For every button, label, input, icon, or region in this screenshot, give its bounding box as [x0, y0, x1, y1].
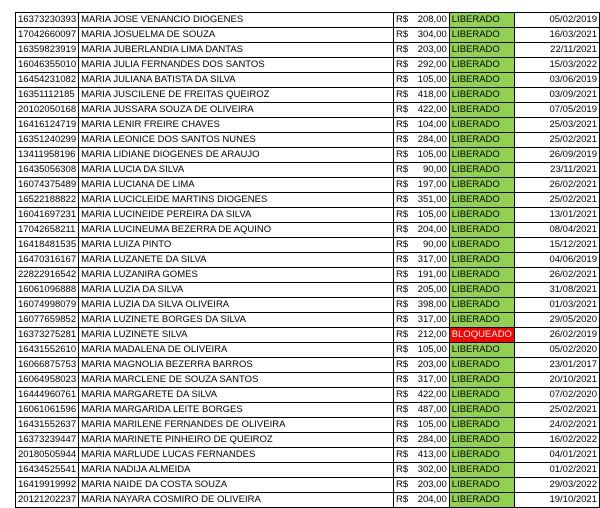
value-cell[interactable]: 317,00	[413, 253, 449, 268]
name-cell[interactable]: MARIA LUZIA DA SILVA OLIVEIRA	[79, 298, 394, 313]
value-cell[interactable]: 90,00	[413, 163, 449, 178]
currency-cell[interactable]: R$	[393, 268, 413, 283]
currency-cell[interactable]: R$	[393, 238, 413, 253]
id-cell[interactable]: 16416124719	[16, 118, 79, 133]
date-cell[interactable]: 26/02/2021	[514, 178, 599, 193]
value-cell[interactable]: 105,00	[413, 208, 449, 223]
table-row	[16, 493, 600, 508]
name-cell[interactable]: MARIA JUBERLANDIA LIMA DANTAS	[79, 43, 394, 58]
status-cell[interactable]: LIBERADO	[449, 118, 514, 133]
spreadsheet-table	[15, 12, 600, 508]
date-cell[interactable]: 20/10/2021	[514, 373, 599, 388]
name-cell[interactable]: MARIA LUCIANA DE LIMA	[79, 178, 394, 193]
value-cell[interactable]: 105,00	[413, 418, 449, 433]
id-cell[interactable]: 16431552637	[16, 418, 79, 433]
status-cell[interactable]: LIBERADO	[449, 478, 514, 493]
table-body	[16, 13, 600, 508]
date-cell[interactable]: 26/09/2019	[514, 148, 599, 163]
currency-cell[interactable]: R$	[393, 28, 413, 43]
table-row	[16, 148, 600, 163]
name-cell[interactable]: MARIA JUSCILENE DE FREITAS QUEIROZ	[79, 88, 394, 103]
value-cell[interactable]: 204,00	[413, 223, 449, 238]
date-cell[interactable]: 19/10/2021	[514, 493, 599, 508]
id-cell[interactable]: 22822916542	[16, 268, 79, 283]
date-cell[interactable]: 01/03/2021	[514, 298, 599, 313]
date-cell[interactable]: 26/02/2021	[514, 268, 599, 283]
currency-cell[interactable]: R$	[393, 343, 413, 358]
name-cell[interactable]: MARIA LUCICLEIDE MARTINS DIOGENES	[79, 193, 394, 208]
name-cell[interactable]: MARIA LUCINEIDE PEREIRA DA SILVA	[79, 208, 394, 223]
currency-cell[interactable]: R$	[393, 358, 413, 373]
date-cell[interactable]: 15/12/2021	[514, 238, 599, 253]
id-cell[interactable]: 16064958023	[16, 373, 79, 388]
status-cell[interactable]: BLOQUEADO	[449, 328, 514, 343]
currency-cell[interactable]: R$	[393, 388, 413, 403]
id-cell[interactable]: 16074998079	[16, 298, 79, 313]
status-cell[interactable]: LIBERADO	[449, 373, 514, 388]
table-row	[16, 388, 600, 403]
id-cell[interactable]: 13411958196	[16, 148, 79, 163]
date-cell[interactable]: 03/09/2021	[514, 88, 599, 103]
id-cell[interactable]: 16470316167	[16, 253, 79, 268]
table-row	[16, 208, 600, 223]
id-cell[interactable]: 16061096888	[16, 283, 79, 298]
currency-cell[interactable]: R$	[393, 478, 413, 493]
table-row	[16, 268, 600, 283]
status-cell[interactable]: LIBERADO	[449, 163, 514, 178]
name-cell[interactable]: MARIA MARCLENE DE SOUZA SANTOS	[79, 373, 394, 388]
date-cell[interactable]: 07/05/2019	[514, 103, 599, 118]
name-cell[interactable]: MARIA LUZINETE BORGES DA SILVA	[79, 313, 394, 328]
status-cell[interactable]: LIBERADO	[449, 343, 514, 358]
value-cell[interactable]: 418,00	[413, 88, 449, 103]
table-row	[16, 283, 600, 298]
table-row	[16, 223, 600, 238]
table-row	[16, 328, 600, 343]
status-cell[interactable]: LIBERADO	[449, 268, 514, 283]
table-row	[16, 43, 600, 58]
id-cell[interactable]: 16431552610	[16, 343, 79, 358]
date-cell[interactable]: 05/02/2020	[514, 343, 599, 358]
table-row	[16, 343, 600, 358]
currency-cell[interactable]: R$	[393, 148, 413, 163]
value-cell[interactable]: 292,00	[413, 58, 449, 73]
date-cell[interactable]: 31/08/2021	[514, 283, 599, 298]
value-cell[interactable]: 90,00	[413, 238, 449, 253]
table-row	[16, 463, 600, 478]
table-row	[16, 358, 600, 373]
id-cell[interactable]: 16077659852	[16, 313, 79, 328]
name-cell[interactable]: MARIA JULIA FERNANDES DOS SANTOS	[79, 58, 394, 73]
id-cell[interactable]: 16359823919	[16, 43, 79, 58]
id-cell[interactable]: 16434525541	[16, 463, 79, 478]
value-cell[interactable]: 284,00	[413, 133, 449, 148]
id-cell[interactable]: 16435056308	[16, 163, 79, 178]
name-cell[interactable]: MARIA LUCINEUMA BEZERRA DE AQUINO	[79, 223, 394, 238]
table-row	[16, 193, 600, 208]
date-cell[interactable]: 25/02/2021	[514, 193, 599, 208]
value-cell[interactable]: 105,00	[413, 343, 449, 358]
id-cell[interactable]: 16373275281	[16, 328, 79, 343]
status-cell[interactable]: LIBERADO	[449, 223, 514, 238]
value-cell[interactable]: 191,00	[413, 268, 449, 283]
id-cell[interactable]: 16373239447	[16, 433, 79, 448]
name-cell[interactable]: MARIA MARINETE PINHEIRO DE QUEIROZ	[79, 433, 394, 448]
currency-cell[interactable]: R$	[393, 208, 413, 223]
value-cell[interactable]: 203,00	[413, 478, 449, 493]
date-cell[interactable]: 26/02/2019	[514, 328, 599, 343]
name-cell[interactable]: MARIA LUZIA DA SILVA	[79, 283, 394, 298]
name-cell[interactable]: MARIA NAIDE DA COSTA SOUZA	[79, 478, 394, 493]
status-cell[interactable]: LIBERADO	[449, 418, 514, 433]
table-row	[16, 133, 600, 148]
value-cell[interactable]: 208,00	[413, 13, 449, 28]
id-cell[interactable]: 16046355010	[16, 58, 79, 73]
table-row	[16, 28, 600, 43]
id-cell[interactable]: 17042658211	[16, 223, 79, 238]
name-cell[interactable]: MARIA NADIJA ALMEIDA	[79, 463, 394, 478]
status-cell[interactable]: LIBERADO	[449, 403, 514, 418]
date-cell[interactable]: 04/01/2021	[514, 448, 599, 463]
table-row	[16, 118, 600, 133]
status-cell[interactable]: LIBERADO	[449, 73, 514, 88]
id-cell[interactable]: 16041697231	[16, 208, 79, 223]
status-cell[interactable]: LIBERADO	[449, 463, 514, 478]
name-cell[interactable]: MARIA LUZINETE SILVA	[79, 328, 394, 343]
value-cell[interactable]: 317,00	[413, 313, 449, 328]
currency-cell[interactable]: R$	[393, 283, 413, 298]
status-cell[interactable]: LIBERADO	[449, 493, 514, 508]
status-cell[interactable]: LIBERADO	[449, 43, 514, 58]
value-cell[interactable]: 203,00	[413, 43, 449, 58]
id-cell[interactable]: 16351240299	[16, 133, 79, 148]
currency-cell[interactable]: R$	[393, 103, 413, 118]
table-row	[16, 313, 600, 328]
date-cell[interactable]: 23/11/2021	[514, 163, 599, 178]
name-cell[interactable]: MARIA MARILENE FERNANDES DE OLIVEIRA	[79, 418, 394, 433]
id-cell[interactable]: 16454231082	[16, 73, 79, 88]
status-cell[interactable]: LIBERADO	[449, 178, 514, 193]
id-cell[interactable]: 16444960761	[16, 388, 79, 403]
status-cell[interactable]: LIBERADO	[449, 148, 514, 163]
value-cell[interactable]: 197,00	[413, 178, 449, 193]
table-row	[16, 13, 600, 28]
status-cell[interactable]: LIBERADO	[449, 103, 514, 118]
value-cell[interactable]: 302,00	[413, 463, 449, 478]
name-cell[interactable]: MARIA LUZANIRA GOMES	[79, 268, 394, 283]
currency-cell[interactable]: R$	[393, 463, 413, 478]
name-cell[interactable]: MARIA LUZANETE DA SILVA	[79, 253, 394, 268]
currency-cell[interactable]: R$	[393, 13, 413, 28]
table-row	[16, 178, 600, 193]
currency-cell[interactable]: R$	[393, 178, 413, 193]
name-cell[interactable]: MARIA LENIR FREIRE CHAVES	[79, 118, 394, 133]
currency-cell[interactable]: R$	[393, 118, 413, 133]
currency-cell[interactable]: R$	[393, 193, 413, 208]
status-cell[interactable]: LIBERADO	[449, 298, 514, 313]
name-cell[interactable]: MARIA NAYARA COSMIRO DE OLIVEIRA	[79, 493, 394, 508]
status-cell[interactable]: LIBERADO	[449, 358, 514, 373]
value-cell[interactable]: 422,00	[413, 103, 449, 118]
date-cell[interactable]: 08/04/2021	[514, 223, 599, 238]
id-cell[interactable]: 16373230393	[16, 13, 79, 28]
currency-cell[interactable]: R$	[393, 73, 413, 88]
table-row	[16, 103, 600, 118]
date-cell[interactable]: 29/05/2020	[514, 313, 599, 328]
currency-cell[interactable]: R$	[393, 43, 413, 58]
currency-cell[interactable]: R$	[393, 163, 413, 178]
status-cell[interactable]: LIBERADO	[449, 253, 514, 268]
name-cell[interactable]: MARIA JUSSARA SOUZA DE OLIVEIRA	[79, 103, 394, 118]
currency-cell[interactable]: R$	[393, 493, 413, 508]
currency-cell[interactable]: R$	[393, 328, 413, 343]
status-cell[interactable]: LIBERADO	[449, 208, 514, 223]
date-cell[interactable]: 25/03/2021	[514, 118, 599, 133]
date-cell[interactable]: 15/03/2022	[514, 58, 599, 73]
value-cell[interactable]: 317,00	[413, 373, 449, 388]
value-cell[interactable]: 205,00	[413, 283, 449, 298]
id-cell[interactable]: 20180505944	[16, 448, 79, 463]
id-cell[interactable]: 16061061596	[16, 403, 79, 418]
value-cell[interactable]: 105,00	[413, 148, 449, 163]
currency-cell[interactable]: R$	[393, 253, 413, 268]
currency-cell[interactable]: R$	[393, 403, 413, 418]
status-cell[interactable]: LIBERADO	[449, 238, 514, 253]
id-cell[interactable]: 16066875753	[16, 358, 79, 373]
currency-cell[interactable]: R$	[393, 58, 413, 73]
status-cell[interactable]: LIBERADO	[449, 433, 514, 448]
id-cell[interactable]: 16522188822	[16, 193, 79, 208]
value-cell[interactable]: 105,00	[413, 73, 449, 88]
currency-cell[interactable]: R$	[393, 373, 413, 388]
name-cell[interactable]: MARIA JOSUELMA DE SOUZA	[79, 28, 394, 43]
id-cell[interactable]: 20121202237	[16, 493, 79, 508]
id-cell[interactable]: 20102050168	[16, 103, 79, 118]
name-cell[interactable]: MARIA LUCIA DA SILVA	[79, 163, 394, 178]
name-cell[interactable]: MARIA MARGARETE DA SILVA	[79, 388, 394, 403]
status-cell[interactable]: LIBERADO	[449, 13, 514, 28]
status-cell[interactable]: LIBERADO	[449, 58, 514, 73]
value-cell[interactable]: 203,00	[413, 358, 449, 373]
value-cell[interactable]: 304,00	[413, 28, 449, 43]
table-row	[16, 403, 600, 418]
status-cell[interactable]: LIBERADO	[449, 448, 514, 463]
status-cell[interactable]: LIBERADO	[449, 313, 514, 328]
table-row	[16, 163, 600, 178]
currency-cell[interactable]: R$	[393, 433, 413, 448]
status-cell[interactable]: LIBERADO	[449, 133, 514, 148]
id-cell[interactable]: 16074375489	[16, 178, 79, 193]
currency-cell[interactable]: R$	[393, 298, 413, 313]
name-cell[interactable]: MARIA MAGNOLIA BEZERRA BARROS	[79, 358, 394, 373]
date-cell[interactable]: 29/03/2022	[514, 478, 599, 493]
status-cell[interactable]: LIBERADO	[449, 88, 514, 103]
name-cell[interactable]: MARIA LUIZA PINTO	[79, 238, 394, 253]
value-cell[interactable]: 398,00	[413, 298, 449, 313]
date-cell[interactable]: 23/01/2017	[514, 358, 599, 373]
value-cell[interactable]: 413,00	[413, 448, 449, 463]
name-cell[interactable]: MARIA LIDIANE DIOGENES DE ARAUJO	[79, 148, 394, 163]
date-cell[interactable]: 25/02/2021	[514, 133, 599, 148]
value-cell[interactable]: 351,00	[413, 193, 449, 208]
currency-cell[interactable]: R$	[393, 88, 413, 103]
value-cell[interactable]: 212,00	[413, 328, 449, 343]
id-cell[interactable]: 17042660097	[16, 28, 79, 43]
table-row	[16, 253, 600, 268]
name-cell[interactable]: MARIA MADALENA DE OLIVEIRA	[79, 343, 394, 358]
status-cell[interactable]: LIBERADO	[449, 388, 514, 403]
value-cell[interactable]: 284,00	[413, 433, 449, 448]
id-cell[interactable]: 16418481535	[16, 238, 79, 253]
date-cell[interactable]: 16/03/2021	[514, 28, 599, 43]
table-row	[16, 433, 600, 448]
date-cell[interactable]: 04/06/2019	[514, 253, 599, 268]
value-cell[interactable]: 487,00	[413, 403, 449, 418]
date-cell[interactable]: 03/06/2019	[514, 73, 599, 88]
table-row	[16, 373, 600, 388]
currency-cell[interactable]: R$	[393, 418, 413, 433]
status-cell[interactable]: LIBERADO	[449, 28, 514, 43]
currency-cell[interactable]: R$	[393, 223, 413, 238]
date-cell[interactable]: 22/11/2021	[514, 43, 599, 58]
name-cell[interactable]: MARIA JULIANA BATISTA DA SILVA	[79, 73, 394, 88]
date-cell[interactable]: 16/02/2022	[514, 433, 599, 448]
status-cell[interactable]: LIBERADO	[449, 283, 514, 298]
value-cell[interactable]: 204,00	[413, 493, 449, 508]
date-cell[interactable]: 13/01/2021	[514, 208, 599, 223]
date-cell[interactable]: 01/02/2021	[514, 463, 599, 478]
value-cell[interactable]: 104,00	[413, 118, 449, 133]
name-cell[interactable]: MARIA MARGARIDA LEITE BORGES	[79, 403, 394, 418]
status-cell[interactable]: LIBERADO	[449, 193, 514, 208]
table-row	[16, 58, 600, 73]
date-cell[interactable]: 07/02/2020	[514, 388, 599, 403]
value-cell[interactable]: 422,00	[413, 388, 449, 403]
name-cell[interactable]: MARIA LEONICE DOS SANTOS NUNES	[79, 133, 394, 148]
table-row	[16, 478, 600, 493]
table-row	[16, 298, 600, 313]
table-row	[16, 238, 600, 253]
currency-cell[interactable]: R$	[393, 448, 413, 463]
id-cell[interactable]: 16351112185	[16, 88, 79, 103]
table-row	[16, 418, 600, 433]
table-row	[16, 88, 600, 103]
table-row	[16, 448, 600, 463]
currency-cell[interactable]: R$	[393, 313, 413, 328]
currency-cell[interactable]: R$	[393, 133, 413, 148]
id-cell[interactable]: 16419919992	[16, 478, 79, 493]
table-row	[16, 73, 600, 88]
date-cell[interactable]: 24/02/2021	[514, 418, 599, 433]
date-cell[interactable]: 25/02/2021	[514, 403, 599, 418]
name-cell[interactable]: MARIA MARLUDE LUCAS FERNANDES	[79, 448, 394, 463]
date-cell[interactable]: 05/02/2019	[514, 13, 599, 28]
name-cell[interactable]: MARIA JOSE VENANCIO DIOGENES	[79, 13, 394, 28]
